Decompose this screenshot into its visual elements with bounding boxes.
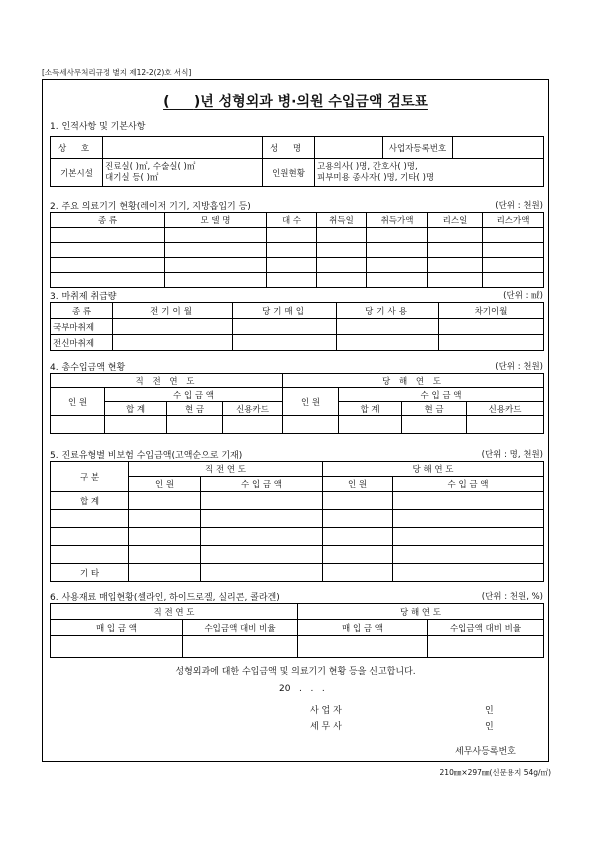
section3-unit: (단위 : ㎖) [503, 291, 543, 301]
other-row-label: 기 타 [51, 564, 129, 582]
curr-total-header: 합 계 [339, 402, 402, 416]
input-sangho[interactable] [103, 137, 263, 159]
row-local-anesthetic: 국부마취제 [51, 319, 113, 335]
section3-table [50, 302, 544, 351]
prev-ratio-header: 수입금액 대비 비율 [183, 620, 298, 636]
curr-cash-header: 현 금 [402, 402, 467, 416]
staff-line1: 고용의사( )명, 간호사( )명, [317, 161, 418, 172]
section2-unit: (단위 : 천원) [495, 201, 543, 211]
section5-heading: 5. 진료유형별 비보험 수입금액(고액순으로 기재) [50, 451, 243, 461]
section6-heading: 6. 사용재료 매입현황(셀라인, 하이드로겔, 실리콘, 콜라겐) [50, 593, 280, 603]
table-row [51, 273, 544, 288]
section4-table [50, 373, 544, 434]
curr-revenue-header: 수 입 금 액 [393, 477, 544, 492]
accountant-regno-label: 세무사등록번호 [455, 747, 516, 757]
prev-revenue-header: 수 입 금 액 [105, 388, 283, 402]
section2-table [50, 212, 544, 288]
section1-table [50, 136, 544, 187]
table-row [51, 636, 544, 658]
table-row [51, 492, 544, 510]
input-name[interactable] [315, 137, 383, 159]
table-row [51, 546, 544, 564]
prev-cash-header: 현 금 [167, 402, 223, 416]
prev-revenue-header: 수 입 금 액 [201, 477, 323, 492]
section2-heading: 2. 주요 의료기기 현황(레이저 기기, 지방흡입기 등) [50, 202, 251, 212]
input-bizno[interactable] [453, 137, 544, 159]
form-reference-note: [소득세사무처리규정 별지 제12-2(2)호 서식] [42, 68, 192, 77]
seal-mark-1[interactable]: 인 [485, 706, 494, 716]
category-header: 구 분 [51, 462, 129, 492]
title-text: )년 성형외과 병·의원 수입금액 검토표 [193, 94, 428, 110]
prev-year-header: 직 전 연 도 [51, 604, 298, 620]
table-row [51, 510, 544, 528]
form-title [42, 91, 549, 111]
section5-unit: (단위 : 명, 천원) [481, 450, 543, 460]
col-model: 모 델 명 [165, 213, 267, 228]
curr-revenue-header: 수 입 금 액 [339, 388, 544, 402]
prev-year-header: 직 전 연 도 [51, 374, 283, 388]
table-row [51, 243, 544, 258]
section4-heading: 4. 총수입금액 현황 [50, 363, 126, 373]
prev-headcount-header: 인 원 [51, 388, 105, 416]
prev-year-header: 직 전 연 도 [129, 462, 323, 477]
date-line[interactable]: 20 . . . [279, 684, 325, 694]
label-basic-facility: 기본시설 [51, 159, 103, 187]
prev-card-header: 신용카드 [223, 402, 283, 416]
col-prev-carry: 전기이월 [113, 303, 233, 319]
business-owner-label: 사 업 자 [310, 706, 342, 716]
curr-purchase-header: 매 입 금 액 [298, 620, 428, 636]
waiting-area: 대기실 등( )㎡ [105, 172, 159, 183]
col-acq-price: 취득가액 [367, 213, 428, 228]
paper-spec: 210㎜×297㎜(신문용지 54g/㎡) [439, 768, 551, 777]
title-year-open: ( [163, 94, 170, 110]
table-row [51, 564, 544, 582]
col-usage: 당기사용 [337, 303, 439, 319]
col-next-carry: 차기이월 [439, 303, 544, 319]
section5-table [50, 461, 544, 582]
col-type: 종 류 [51, 213, 165, 228]
section6-unit: (단위 : 천원, %) [481, 592, 543, 602]
facility-areas[interactable] [103, 159, 263, 187]
label-staff-status: 인원현황 [263, 159, 315, 187]
table-row [51, 335, 544, 351]
table-row [51, 319, 544, 335]
prev-headcount-header: 인 원 [129, 477, 201, 492]
curr-year-header: 당 해 연 도 [323, 462, 544, 477]
staff-line2: 피부미용 종사자( )명, 기타( )명 [317, 172, 435, 183]
section4-unit: (단위 : 천원) [495, 362, 543, 372]
label-name: 성 명 [263, 137, 315, 159]
table-row [51, 228, 544, 243]
table-row [51, 258, 544, 273]
section6-table [50, 603, 544, 658]
total-row-label: 합 계 [51, 492, 129, 510]
col-purchase: 당기매입 [233, 303, 337, 319]
curr-headcount-header: 인 원 [283, 388, 339, 416]
table-row [51, 528, 544, 546]
table-row [51, 416, 544, 434]
label-sangho: 상 호 [51, 137, 103, 159]
section3-heading: 3. 마취제 취급량 [50, 292, 117, 302]
col-acq-date: 취득일 [317, 213, 367, 228]
tax-accountant-label: 세 무 사 [310, 722, 342, 732]
col-count: 대 수 [267, 213, 317, 228]
curr-year-header: 당 해 연 도 [298, 604, 544, 620]
staff-counts[interactable] [315, 159, 544, 187]
declaration-text: 성형외과에 대한 수입금액 및 의료기기 현황 등을 신고합니다. [175, 667, 416, 677]
curr-card-header: 신용카드 [467, 402, 544, 416]
row-general-anesthetic: 전신마취제 [51, 335, 113, 351]
label-bizno: 사업자등록번호 [383, 137, 453, 159]
col-lease-price: 리스가액 [483, 213, 544, 228]
curr-headcount-header: 인 원 [323, 477, 393, 492]
section1-heading: 1. 인적사항 및 기본사항 [50, 122, 146, 132]
col-lease-date: 리스일 [428, 213, 483, 228]
curr-year-header: 당 해 연 도 [283, 374, 544, 388]
clinic-area: 진료실( )㎡, 수술실( )㎡ [105, 161, 196, 172]
prev-purchase-header: 매 입 금 액 [51, 620, 183, 636]
curr-ratio-header: 수입금액 대비 비율 [428, 620, 544, 636]
prev-total-header: 합 계 [105, 402, 167, 416]
col-type: 종 류 [51, 303, 113, 319]
seal-mark-2[interactable]: 인 [485, 722, 494, 732]
